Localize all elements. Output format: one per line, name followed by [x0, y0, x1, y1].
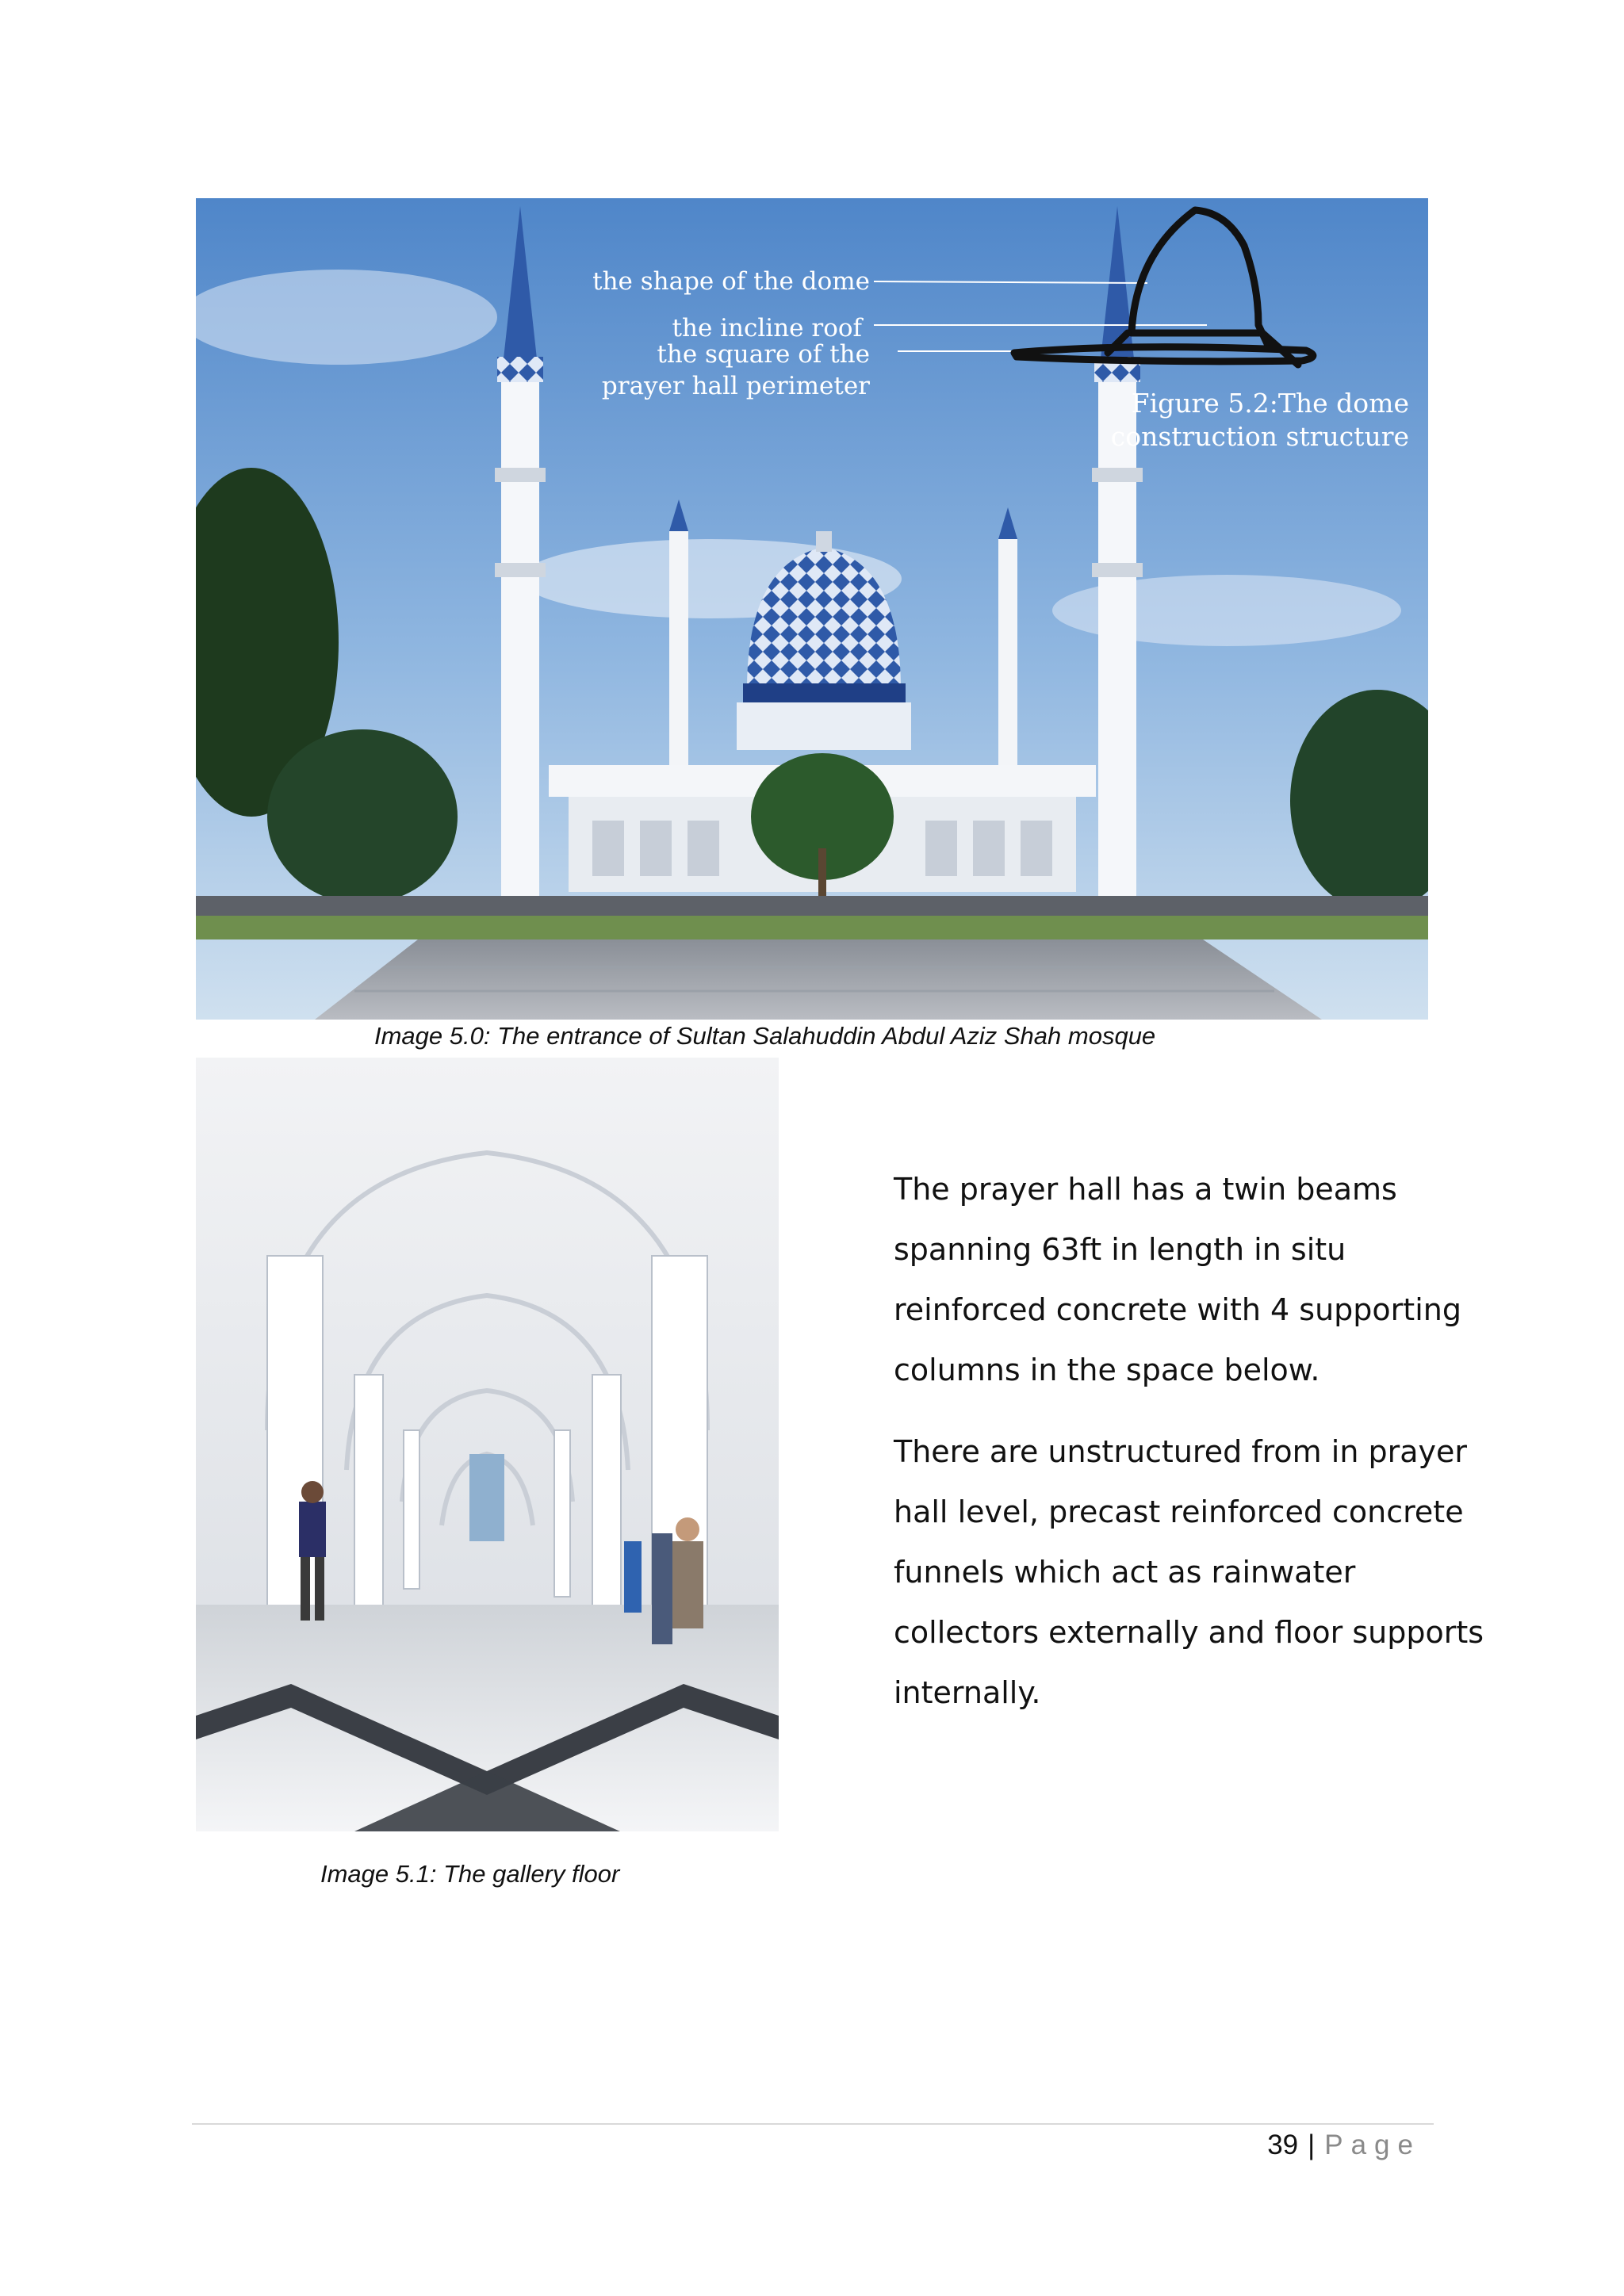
figure-label-line1: Figure 5.2:The dome: [1131, 388, 1409, 419]
annotation-square-line2: prayer hall perimeter: [601, 372, 870, 400]
body-paragraph-2: There are unstructured from in prayer hall level, precast reinforced concrete funnels which act as rainwater collectors externally and floor supports internally.: [894, 1434, 1484, 1710]
mosque-illustration: [196, 198, 1428, 1020]
page-number: 39: [1267, 2130, 1299, 2160]
page-footer: [1267, 2130, 1421, 2161]
page-word: Page: [1324, 2130, 1421, 2160]
annotation-incline-roof: the incline roof: [672, 314, 862, 342]
footer-rule: [192, 2123, 1434, 2125]
gallery-floor-photo: [196, 1058, 779, 1831]
footer-separator: |: [1308, 2130, 1316, 2160]
mosque-entrance-photo: [196, 198, 1428, 1020]
body-paragraph-1: The prayer hall has a twin beams spanning 63ft in length in situ reinforced concrete with 4 supporting columns in the space below.: [894, 1172, 1461, 1387]
annotation-square-line1: the square of the: [657, 340, 870, 369]
caption-image-5-1: Image 5.1: The gallery floor: [320, 1860, 620, 1888]
caption-image-5-0: Image 5.0: The entrance of Sultan Salahuddin Abdul Aziz Shah mosque: [374, 1022, 1156, 1050]
gallery-illustration: [196, 1058, 779, 1831]
figure-label-line2: construction structure: [1110, 421, 1409, 452]
annotation-dome-shape: the shape of the dome: [592, 267, 870, 296]
